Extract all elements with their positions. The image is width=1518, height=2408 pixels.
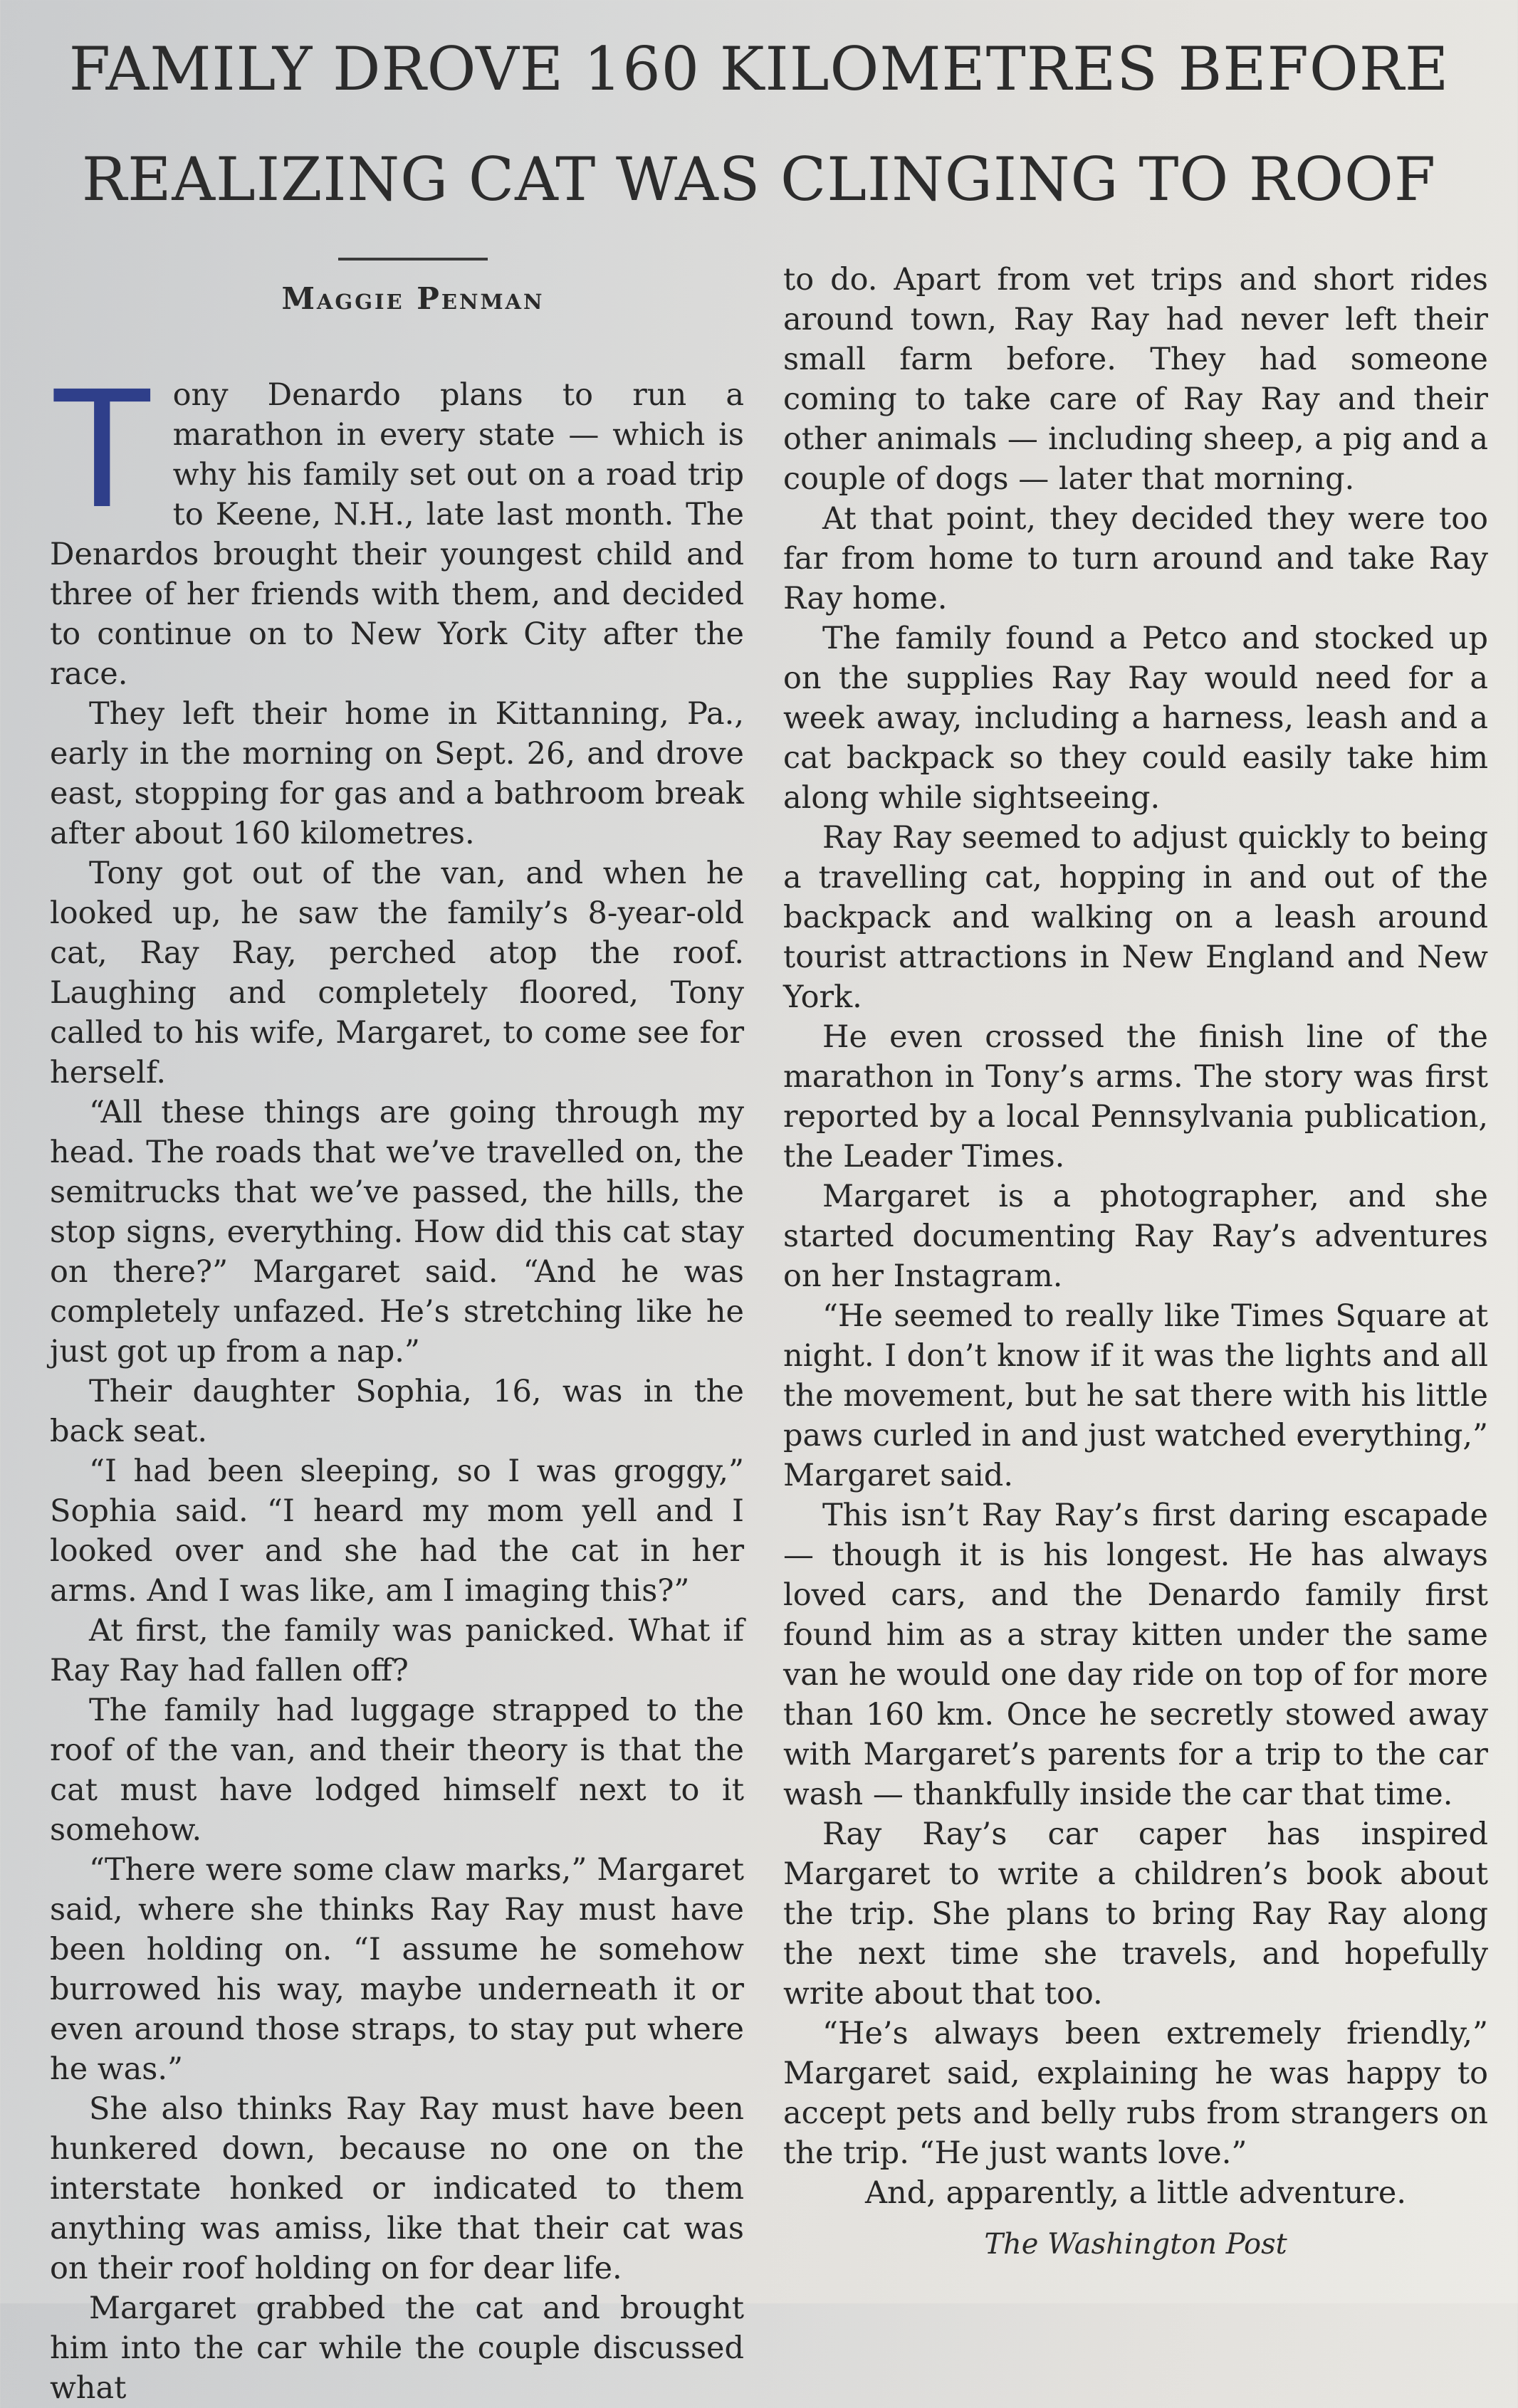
- article-paragraph: The family had luggage strapped to the roof of the van, and their theory is that the cat must have lodged himself next to it somehow.: [50, 1693, 744, 1848]
- article-paragraph: Tony got out of the van, and when he looked up, he saw the family’s 8-year-old cat, Ray Ray, perched atop the roof. Laughing and completely floored, Tony called to his wife, Margaret, to come see for herself.: [50, 856, 744, 1090]
- byline: Maggie Penman: [281, 281, 545, 316]
- article-paragraph: He even crossed the finish line of the marathon in Tony’s arms. The story was first reported by a local Pennsylvania publication, the Leader Times.: [783, 1019, 1488, 1174]
- article-paragraph: They left their home in Kittanning, Pa., early in the morning on Sept. 26, and drove east, stopping for gas and a bathroom break after about 160 kilometres.: [50, 696, 744, 851]
- article-column-right: [783, 260, 1488, 2213]
- article-paragraph: The family found a Petco and stocked up on the supplies Ray Ray would need for a week away, including a harness, leash and a cat backpack so they could easily take him along while sightseeing.: [783, 621, 1488, 816]
- article-paragraph: She also thinks Ray Ray must have been hunkered down, because no one on the interstate honked or indicated to them anything was amiss, like that their cat was on their roof holding on for dear life.: [50, 2091, 744, 2286]
- article-paragraph: “He seemed to really like Times Square at night. I don’t know if it was the lights and all the movement, but he sat there with his little paws curled in and just watched everything,” Margaret said.: [783, 1298, 1488, 1493]
- article-paragraph: [50, 352, 744, 694]
- article-paragraph: Ray Ray’s car caper has inspired Margaret to write a children’s book about the trip. She plans to bring Ray Ray along the next time she travels, and hopefully write about that too.: [783, 1816, 1488, 2012]
- drop-cap: T: [50, 352, 155, 542]
- article-paragraph: At that point, they decided they were too far from home to turn around and take Ray Ray home.: [783, 501, 1488, 616]
- article-paragraph: Their daughter Sophia, 16, was in the back seat.: [50, 1374, 744, 1449]
- closing-line: And, apparently, a little adventure.: [864, 2175, 1407, 2211]
- headline: [43, 14, 1475, 235]
- byline-rule: [338, 258, 488, 261]
- article-column-left: [50, 352, 744, 2408]
- article-paragraph: Margaret is a photographer, and she started documenting Ray Ray’s adventures on her Instagram.: [783, 1179, 1488, 1294]
- article-paragraph: This isn’t Ray Ray’s first daring escapade — though it is his longest. He has always loved cars, and the Denardo family first found him as a stray kitten under the same van he would one day ride on top of for more than 160 km. Once he secretly stowed away with Margaret’s parents for a trip to the car wash — thankfully inside the car that time.: [783, 1498, 1488, 1812]
- headline-line-1: FAMILY DROVE 160 KILOMETRES BEFORE: [68, 34, 1450, 104]
- source-credit: The Washington Post: [984, 2228, 1287, 2261]
- paragraph-text: ony Denardo plans to run a marathon in every state — which is why his family set out on a road trip to Keene, N.H., late last month. The Denardos brought their youngest child and three of her friends with them, and decided to continue on to New York City after the race.: [50, 377, 744, 692]
- article-paragraph: to do. Apart from vet trips and short rides around town, Ray Ray had never left their small farm before. They had someone coming to take care of Ray Ray and their other animals — including sheep, a pig and a couple of dogs — later that morning.: [783, 262, 1488, 497]
- headline-line-2: REALIZING CAT WAS CLINGING TO ROOF: [81, 144, 1437, 214]
- article-paragraph: “He’s always been extremely friendly,” Margaret said, explaining he was happy to accept pets and belly rubs from strangers on the trip. “He just wants love.”: [783, 2016, 1488, 2171]
- article-paragraph: “All these things are going through my head. The roads that we’ve travelled on, the semitrucks that we’ve passed, the hills, the stop signs, everything. How did this cat stay on there?” Margaret said. “And he was completely unfazed. He’s stretching like he just got up from a nap.”: [50, 1095, 744, 1369]
- article-paragraph: Margaret grabbed the cat and brought him into the car while the couple discussed what: [50, 2291, 744, 2406]
- article-paragraph: “I had been sleeping, so I was groggy,” Sophia said. “I heard my mom yell and I looked over and she had the cat in her arms. And I was like, am I imaging this?”: [50, 1453, 744, 1609]
- article-paragraph: Ray Ray seemed to adjust quickly to being a travelling cat, hopping in and out of the backpack and walking on a leash around tourist attractions in New England and New York.: [783, 820, 1488, 1015]
- article-paragraph: At first, the family was panicked. What if Ray Ray had fallen off?: [50, 1613, 744, 1688]
- article-paragraph: “There were some claw marks,” Margaret said, where she thinks Ray Ray must have been holding on. “I assume he somehow burrowed his way, maybe underneath it or even around those straps, to stay put where he was.”: [50, 1852, 744, 2087]
